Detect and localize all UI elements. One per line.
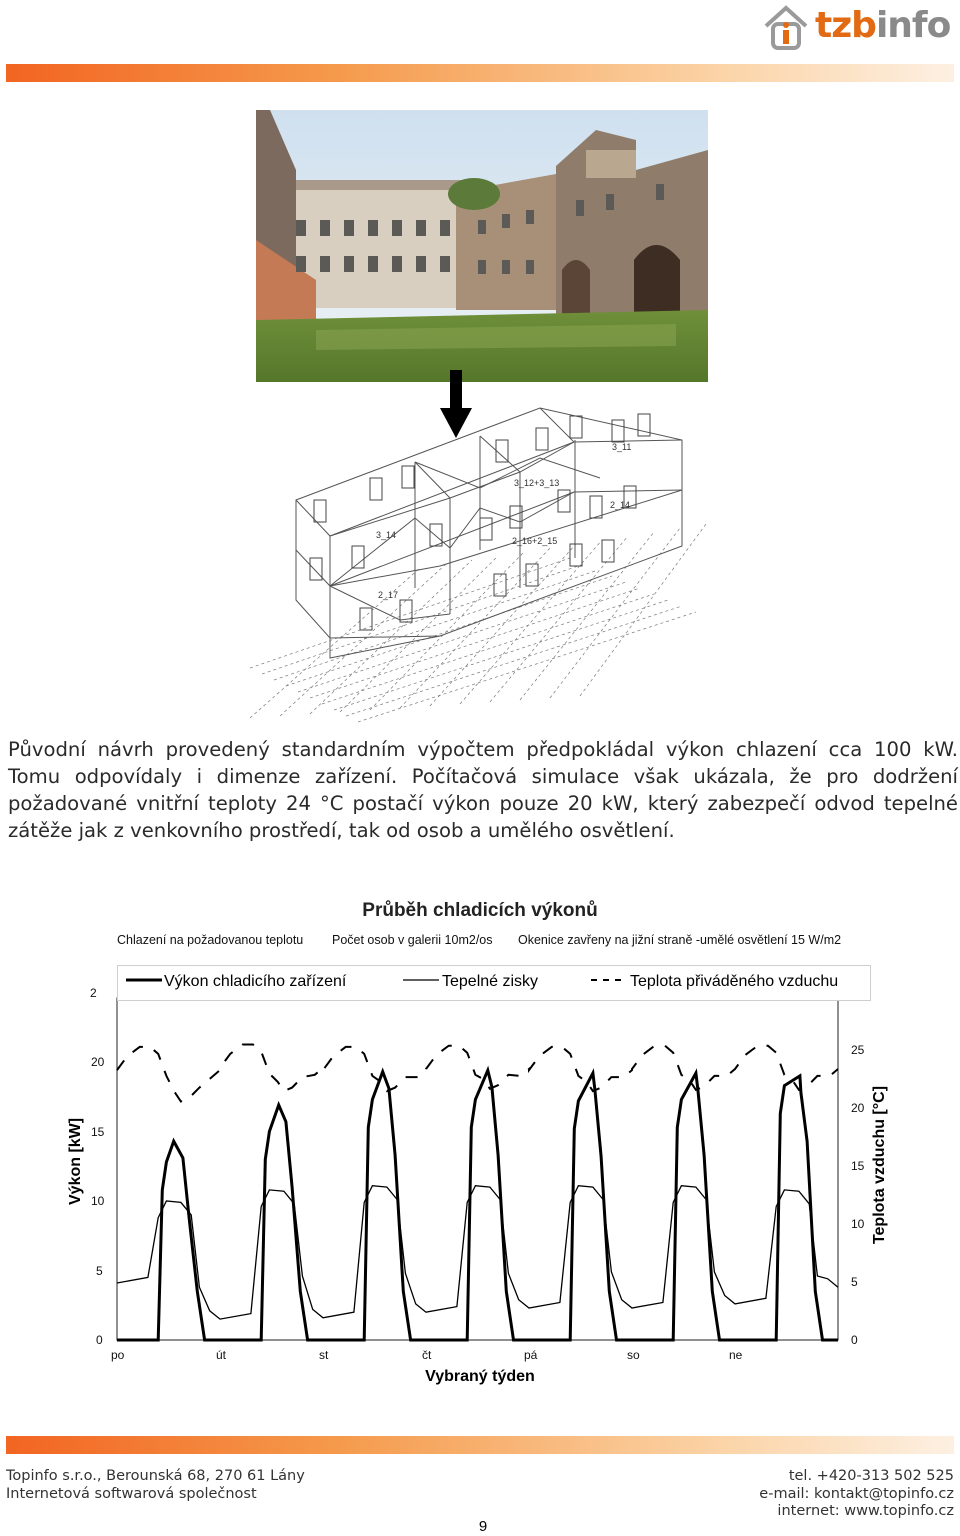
legend-label: Tepelné zisky — [442, 973, 539, 990]
y2-tick-label: 10 — [851, 1217, 865, 1231]
chart-subtitle: Okenice zavřeny na jižní straně -umělé osvětlení 15 W/m2 — [518, 933, 842, 947]
footer-tagline: Internetová softwarová společnost — [6, 1486, 257, 1502]
model-label: 2_16+2_15 — [512, 536, 558, 546]
legend-label: Teplota přiváděného vzduchu — [630, 973, 839, 990]
model-label: 2_14 — [610, 500, 631, 510]
x-tick-label: pá — [524, 1348, 538, 1362]
y-tick-label: 10 — [91, 1194, 105, 1208]
footer-phone: tel. +420-313 502 525 — [788, 1468, 954, 1484]
x-tick-label: út — [216, 1348, 227, 1362]
model-label: 2_17 — [378, 590, 399, 600]
legend-label: Výkon chladicího zařízení — [164, 973, 347, 990]
model-label: 3_14 — [376, 530, 397, 540]
y2-axis-label: Teplota vzduchu [°C] — [871, 1085, 888, 1245]
y2-tick-label: 0 — [851, 1333, 858, 1347]
y2-tick-label: 20 — [851, 1101, 865, 1115]
y-tick-label: 0 — [96, 1333, 103, 1347]
series-line-heat-gains — [117, 1186, 838, 1319]
y-tick-label: 15 — [91, 1125, 105, 1139]
x-tick-label: st — [319, 1348, 329, 1362]
legend-swatch-thin — [403, 976, 439, 984]
y2-tick-label: 15 — [851, 1159, 865, 1173]
legend-swatch-dashed — [591, 976, 627, 984]
footer-email[interactable]: e-mail: kontakt@topinfo.cz — [759, 1486, 954, 1502]
chart-subtitle: Počet osob v galerii 10m2/os — [332, 933, 493, 947]
chart-subtitle: Chlazení na požadovanou teplotu — [117, 933, 304, 947]
model-label: 3_11 — [612, 442, 632, 452]
y2-tick-label: 25 — [851, 1043, 865, 1057]
y-tick-label: 5 — [96, 1264, 103, 1278]
model-label: 3_12+3_13 — [514, 478, 560, 488]
x-tick-label: ne — [729, 1348, 743, 1362]
plot-frame — [117, 998, 838, 1340]
footer-web[interactable]: internet: www.topinfo.cz — [777, 1503, 954, 1519]
y-tick-label: 20 — [91, 1055, 105, 1069]
legend-swatch-thick — [126, 976, 162, 984]
x-tick-label: so — [627, 1348, 640, 1362]
x-tick-label: čt — [422, 1348, 432, 1362]
x-axis-label: Vybraný týden — [425, 1368, 535, 1385]
chart-legend — [117, 965, 871, 1001]
y2-tick-label: 5 — [851, 1275, 858, 1289]
body-paragraph: Původní návrh provedený standardním výpočtem předpokládal výkon chlazení cca 100 kW. Tomu odpovídaly i dimenze zařízení. Počítačová simulace však ukázala, že pro dodržení požadované vnitřní teploty 24 °C postačí výkon pouze 20 kW, který zabezpečí odvod tepelné zátěže jak z venkovního prostředí, tak od osob a umělého osvětlení. — [8, 738, 958, 842]
y-axis-label: Výkon [kW] — [67, 1117, 84, 1205]
x-tick-label: po — [111, 1348, 125, 1362]
page-number: 9 — [478, 1518, 488, 1535]
y-tick-label: 2 — [90, 986, 97, 1000]
footer-gradient-bar — [6, 1436, 954, 1454]
footer-company: Topinfo s.r.o., Berounská 68, 270 61 Lány — [6, 1468, 305, 1484]
logo-text: tzbinfo — [815, 5, 951, 46]
chart-title: Průběh chladicích výkonů — [362, 900, 598, 921]
